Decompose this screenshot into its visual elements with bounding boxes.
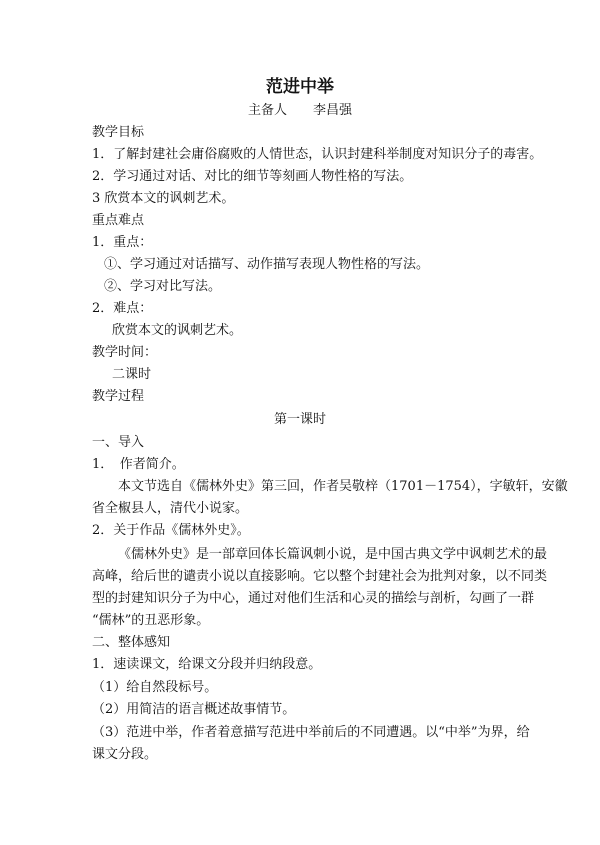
section-item: 1． 作者简介。 <box>92 457 185 472</box>
paragraph-line: “儒林”的丑恶形象。 <box>92 613 210 628</box>
objective-item: 2．学习通过对话、对比的细节等刻画人物性格的写法。 <box>92 169 413 184</box>
difficulty-text: 欣赏本文的讽刺艺术。 <box>112 323 243 338</box>
process-heading: 教学过程 <box>92 389 145 404</box>
objective-item: 1．了解封建社会庸俗腐败的人情世态，认识封建科举制度对知识分子的毒害。 <box>92 147 543 162</box>
lesson-title: 第一课时 <box>273 412 326 427</box>
paragraph-line: 省全椒县人，清代小说家。 <box>92 501 249 516</box>
objective-item: 3 欣赏本文的讽刺艺术。 <box>92 191 235 206</box>
objectives-heading: 教学目标 <box>92 125 145 140</box>
focus-item: ①、学习通过对话描写、动作描写表现人物性格的写法。 <box>104 257 430 272</box>
focus-item: ②、学习对比写法。 <box>104 279 222 294</box>
paragraph-line: 型的封建知识分子为中心，通过对他们生活和心灵的描绘与剖析，勾画了一群 <box>92 591 535 606</box>
author-name: 李昌强 <box>313 103 353 118</box>
focus-label: 1．重点： <box>92 235 153 250</box>
paragraph-line: 高峰，给后世的谴责小说以直接影响。它以整个封建社会为批判对象，以不同类 <box>92 569 548 584</box>
time-heading: 教学时间： <box>92 345 158 360</box>
paragraph-line: 《儒林外史》是一部章回体长篇讽刺小说，是中国古典文学中讽刺艺术的最 <box>118 547 548 562</box>
page-title: 范进中举 <box>266 77 334 97</box>
section-item: 2．关于作品《儒林外史》。 <box>92 523 250 538</box>
difficulty-label: 2．难点： <box>92 301 153 316</box>
author-label: 主备人 <box>247 103 287 118</box>
sub-item: （3）范进中举，作者着意描写范进中举前后的不同遭遇。以“中举”为界，给 <box>92 725 530 740</box>
section-heading: 一、导入 <box>92 435 145 450</box>
paragraph-line: 本文节选自《儒林外史》第三回，作者吴敬梓（1701－1754），字敏轩，安徽 <box>118 479 568 494</box>
author-line <box>0 100 600 122</box>
section-item: 1．速读课文，给课文分段并归纳段意。 <box>92 657 322 672</box>
sub-item: （1）给自然段标号。 <box>92 680 218 695</box>
key-points-heading: 重点难点 <box>92 213 145 228</box>
time-value: 二课时 <box>112 367 152 382</box>
section-heading: 二、整体感知 <box>92 635 171 650</box>
sub-item-continuation: 课文分段。 <box>92 747 158 762</box>
sub-item: （2）用简洁的语言概述故事情节。 <box>92 702 296 717</box>
